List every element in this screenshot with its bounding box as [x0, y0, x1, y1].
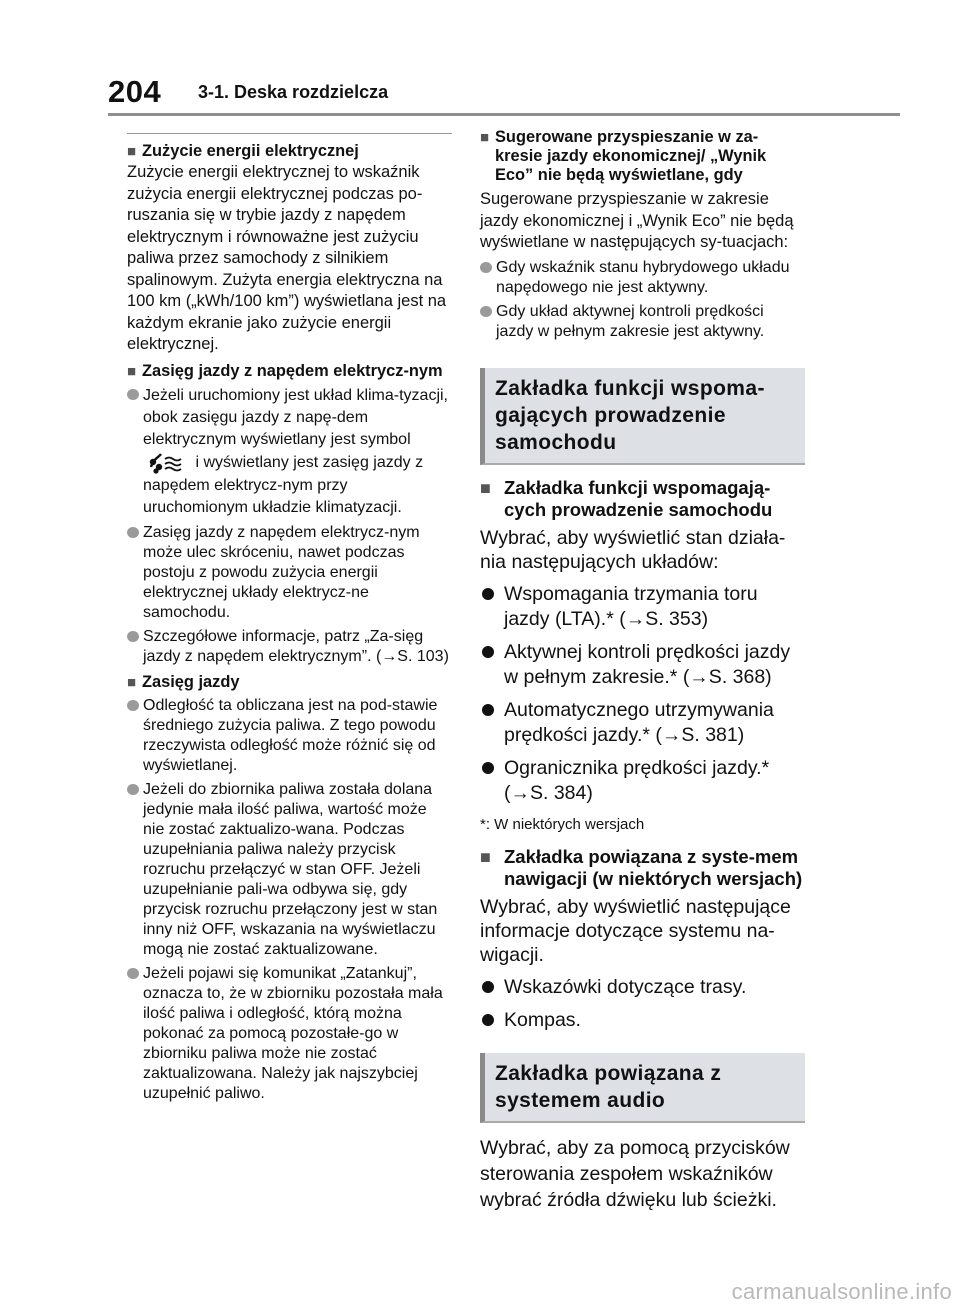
- list-item: Automatycznego utrzymywania prędkości jazdy.* (→S. 381): [480, 698, 805, 748]
- section-heading: ■ Zakładka funkcji wspomagają-cych prowadzenie samochodu: [480, 476, 773, 520]
- header-divider: [108, 113, 900, 116]
- round-bullet-icon: [127, 700, 139, 711]
- section-title-box: Zakładka funkcji wspoma-gających prowadzenie samochodu: [480, 368, 805, 465]
- paragraph: Zużycie energii elektrycznej to wskaźnik zużycia energii elektrycznej podczas po-ruszania się w trybie jazdy z napędem elektrycznym i równoważne jest zużyciu paliwa przez samochody z silnikiem spalinowym. Zużyta energia elektryczna na 100 km („kWh/100 km”) wyświetlana jest na każdym ekranie jako zużycie energii elektrycznej.: [127, 163, 447, 353]
- paragraph: Sugerowane przyspieszanie w zakresie jazdy ekonomicznej i „Wynik Eco” nie będą wyświetlane w następujących sy-tuacjach:: [480, 190, 794, 251]
- list-item: Aktywnej kontroli prędkości jazdy w pełnym zakresie.* (→S. 368): [480, 640, 805, 690]
- page-number: 204: [108, 74, 162, 109]
- paragraph: Wybrać, aby za pomocą przycisków sterowania zespołem wskaźników wybrać źródła dźwięku lub ścieżki.: [480, 1136, 790, 1211]
- round-bullet-icon: [127, 527, 139, 538]
- square-bullet-icon: ■: [127, 362, 137, 380]
- round-bullet-icon: [482, 1014, 494, 1026]
- square-bullet-icon: ■: [480, 846, 491, 867]
- list-item: Ogranicznika prędkości jazdy.* (→S. 384): [480, 756, 805, 806]
- list-item: Jeżeli uruchomiony jest układ klima-tyzacji, obok zasięgu jazdy z napę-dem elektrycznym wyświetlany jest symbol i wyświetlany jest zasięg jazdy z napędem elektrycz-nym przy uruchomionym układzie klimatyzacji.: [127, 385, 452, 519]
- section-title-box: Zakładka powiązana z systemem audio: [480, 1053, 805, 1123]
- footnote: *: W niektórych wersjach: [480, 815, 645, 833]
- list-item: Jeżeli do zbiornika paliwa została dolana jedynie mała ilość paliwa, wartość może nie zostać zaktualizo-wana. Podczas uzupełniania paliwa należy przycisk rozruchu przełączyć w stan OFF. Jeżeli uzupełnianie pali-wa odbywa się, gdy przycisk rozruchu przełączony jest w stan inny niż OFF, wskazania na wyświetlaczu mogą nie zostać zaktualizowane.: [127, 780, 452, 960]
- section-heading: ■ Zużycie energii elektrycznej: [127, 142, 359, 160]
- round-bullet-icon: [127, 784, 139, 795]
- list-item: Wspomagania trzymania toru jazdy (LTA).* (→S. 353): [480, 582, 805, 632]
- section-heading: ■ Zakładka powiązana z syste-mem nawigacji (w niektórych wersjach): [480, 845, 803, 889]
- list-item: Szczegółowe informacje, patrz „Za-sięg jazdy z napędem elektrycznym”. (→S. 103): [127, 627, 452, 667]
- watermark: carmanualsonline.info: [731, 1279, 952, 1304]
- list-item: Gdy układ aktywnej kontroli prędkości jazdy w pełnym zakresie jest aktywny.: [480, 302, 805, 342]
- right-column: [480, 128, 805, 1213]
- climate-ev-range-icon: [147, 451, 183, 475]
- list-item: Wskazówki dotyczące trasy.: [480, 975, 805, 1000]
- square-bullet-icon: ■: [127, 673, 137, 691]
- round-bullet-icon: [127, 968, 139, 979]
- round-bullet-icon: [482, 588, 494, 600]
- paragraph: Wybrać, aby wyświetlić następujące informacje dotyczące systemu na-wigacji.: [480, 895, 791, 966]
- square-bullet-icon: ■: [480, 129, 490, 146]
- list-item: Odległość ta obliczana jest na pod-stawie średniego zużycia paliwa. Z tego powodu rzeczywista odległość może różnić się od wyświetlanej.: [127, 696, 452, 776]
- round-bullet-icon: [482, 704, 494, 716]
- square-bullet-icon: ■: [127, 143, 137, 160]
- round-bullet-icon: [482, 762, 494, 774]
- section-heading: ■ Zasięg jazdy z napędem elektrycz-nym: [127, 361, 443, 380]
- list-item: Kompas.: [480, 1008, 805, 1033]
- section-heading: ■ Sugerowane przyspieszanie w za-kresie jazdy ekonomicznej/ „Wynik Eco” nie będą wyświetlane, gdy: [480, 128, 767, 184]
- paragraph: Wybrać, aby wyświetlić stan działa-nia następujących układów:: [480, 526, 786, 573]
- round-bullet-icon: [127, 389, 139, 400]
- round-bullet-icon: [482, 981, 494, 993]
- column-divider: [127, 133, 452, 134]
- round-bullet-icon: [482, 646, 494, 658]
- square-bullet-icon: ■: [480, 477, 491, 498]
- round-bullet-icon: [127, 631, 139, 642]
- round-bullet-icon: [480, 306, 492, 317]
- list-item: Gdy wskaźnik stanu hybrydowego układu napędowego nie jest aktywny.: [480, 258, 805, 298]
- section-heading: ■ Zasięg jazdy: [127, 672, 240, 691]
- chapter-title: 3-1. Deska rozdzielcza: [198, 82, 389, 102]
- left-column: [127, 128, 452, 1104]
- list-item: Zasięg jazdy z napędem elektrycz-nym może ulec skróceniu, nawet podczas postoju z powodu zużycia energii elektrycznej układy elektrycz-ne samochodu.: [127, 523, 452, 623]
- round-bullet-icon: [480, 262, 492, 273]
- list-item: Jeżeli pojawi się komunikat „Zatankuj”, oznacza to, że w zbiorniku pozostała mała ilość paliwa i odległość, którą można pokonać za pomocą pozostałe-go w zbiorniku paliwa może nie zostać zaktualizowana. Należy jak najszybciej uzupełnić paliwo.: [127, 964, 452, 1104]
- page-header: [0, 0, 960, 118]
